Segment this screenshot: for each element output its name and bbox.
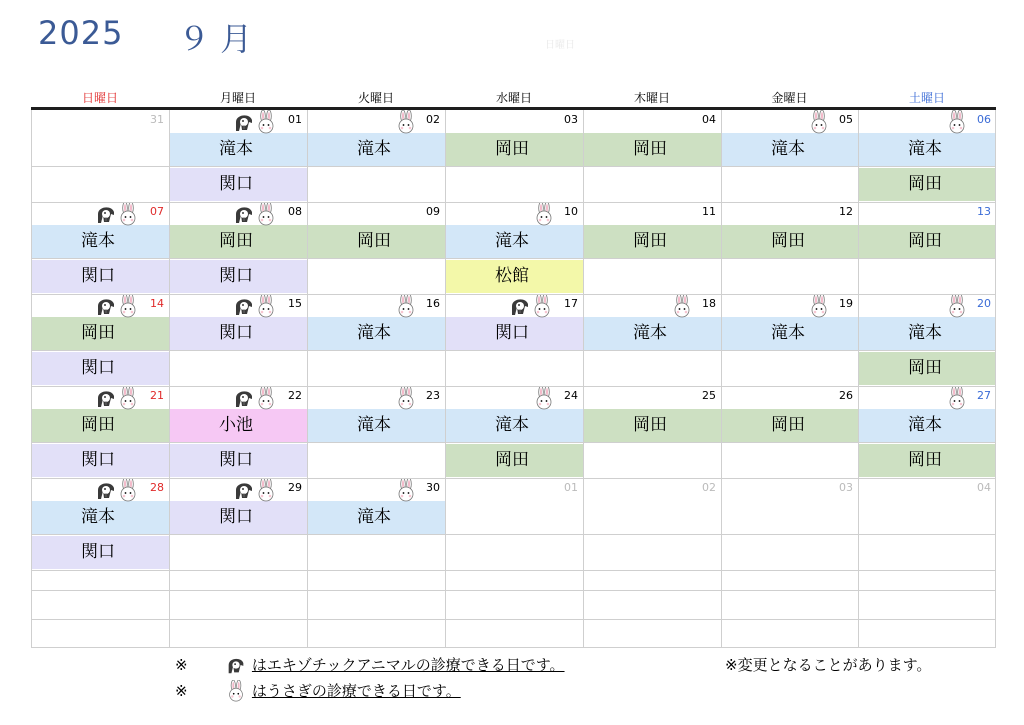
calendar-week <box>31 294 996 386</box>
rabbit-icon <box>531 294 553 318</box>
grid-horizontal <box>31 647 996 648</box>
day-number: 21 <box>150 389 164 402</box>
grid-horizontal <box>31 534 996 535</box>
grid-horizontal <box>31 386 996 387</box>
day-cell[interactable] <box>721 294 858 386</box>
doctor-schedule-entry: 滝本 <box>169 133 307 166</box>
day-number: 04 <box>702 113 716 126</box>
day-number: 24 <box>564 389 578 402</box>
grid-horizontal <box>31 258 996 259</box>
service-icons <box>946 386 968 410</box>
day-cell[interactable] <box>31 478 169 570</box>
weekday-label: 土曜日 <box>908 91 945 105</box>
grid-vertical <box>583 110 584 648</box>
day-number: 23 <box>426 389 440 402</box>
rabbit-icon <box>225 680 247 702</box>
doctor-schedule-entry: 滝本 <box>583 317 721 350</box>
rabbit-icon <box>117 386 139 410</box>
day-number: 03 <box>564 113 578 126</box>
weekday-label: 火曜日 <box>357 91 394 105</box>
grid-horizontal <box>31 478 996 479</box>
day-number: 02 <box>702 481 716 494</box>
service-icons <box>509 294 553 318</box>
day-number: 03 <box>839 481 853 494</box>
day-cell[interactable] <box>721 202 858 294</box>
day-cell[interactable] <box>583 386 721 478</box>
day-number: 10 <box>564 205 578 218</box>
day-number: 01 <box>564 481 578 494</box>
rabbit-icon <box>395 478 417 502</box>
doctor-schedule-entry: 滝本 <box>307 501 445 534</box>
day-cell[interactable] <box>307 202 445 294</box>
calendar-week <box>31 478 996 570</box>
grid-horizontal <box>31 619 996 620</box>
rabbit-icon <box>255 110 277 134</box>
day-number: 22 <box>288 389 302 402</box>
day-number: 07 <box>150 205 164 218</box>
day-cell[interactable] <box>169 478 307 570</box>
rabbit-icon <box>946 294 968 318</box>
doctor-schedule-entry: 岡田 <box>583 133 721 166</box>
doctor-schedule-entry: 岡田 <box>858 225 996 258</box>
day-cell[interactable] <box>721 478 858 570</box>
exotic-animal-icon <box>95 386 117 410</box>
day-cell[interactable] <box>31 386 169 478</box>
service-icons <box>233 478 277 502</box>
weekday-label: 月曜日 <box>219 91 256 105</box>
grid-vertical <box>31 110 32 648</box>
service-icons <box>946 110 968 134</box>
exotic-animal-icon <box>233 202 255 226</box>
rabbit-icon <box>671 294 693 318</box>
day-cell[interactable] <box>858 294 996 386</box>
grid-vertical <box>169 110 170 648</box>
weekday-label: 金曜日 <box>771 91 808 105</box>
day-cell[interactable] <box>858 110 996 202</box>
day-cell[interactable] <box>721 386 858 478</box>
exotic-animal-icon <box>225 654 247 676</box>
calendar-week <box>31 202 996 294</box>
doctor-schedule-entry: 岡田 <box>307 225 445 258</box>
doctor-schedule-entry: 関口 <box>445 317 583 350</box>
rabbit-icon <box>946 386 968 410</box>
doctor-schedule-entry: 岡田 <box>169 225 307 258</box>
service-icons <box>95 294 139 318</box>
note-mark: ※ <box>175 656 188 674</box>
doctor-schedule-entry: 岡田 <box>858 444 996 477</box>
note-change: ※変更となることがあります。 <box>725 656 932 674</box>
service-icons <box>808 294 830 318</box>
day-number: 05 <box>839 113 853 126</box>
grid-vertical <box>307 110 308 648</box>
doctor-schedule-entry: 松館 <box>445 260 583 293</box>
doctor-schedule-entry: 関口 <box>169 444 307 477</box>
doctor-schedule-entry: 関口 <box>31 260 169 293</box>
doctor-schedule-entry: 滝本 <box>307 409 445 442</box>
doctor-schedule-entry: 岡田 <box>721 225 858 258</box>
day-cell[interactable] <box>445 202 583 294</box>
doctor-schedule-entry: 岡田 <box>445 133 583 166</box>
day-number: 31 <box>150 113 164 126</box>
day-cell[interactable] <box>583 294 721 386</box>
service-icons <box>233 294 277 318</box>
rabbit-icon <box>255 294 277 318</box>
day-number: 14 <box>150 297 164 310</box>
rabbit-icon <box>117 478 139 502</box>
doctor-schedule-entry: 関口 <box>169 501 307 534</box>
exotic-animal-icon <box>233 294 255 318</box>
day-number: 16 <box>426 297 440 310</box>
exotic-animal-icon <box>233 478 255 502</box>
weekday-label: 水曜日 <box>495 91 532 105</box>
exotic-animal-icon <box>233 386 255 410</box>
weekday-label: 日曜日 <box>81 91 118 105</box>
exotic-animal-icon <box>233 110 255 134</box>
day-number: 20 <box>977 297 991 310</box>
day-cell[interactable] <box>169 294 307 386</box>
rabbit-icon <box>808 110 830 134</box>
exotic-animal-icon <box>95 202 117 226</box>
doctor-schedule-entry: 関口 <box>169 260 307 293</box>
service-icons <box>395 478 417 502</box>
grid-horizontal <box>31 294 996 295</box>
doctor-schedule-entry: 岡田 <box>721 409 858 442</box>
doctor-schedule-entry: 滝本 <box>858 409 996 442</box>
day-cell[interactable] <box>307 294 445 386</box>
weekday-label: 木曜日 <box>633 91 670 105</box>
day-number: 04 <box>977 481 991 494</box>
doctor-schedule-entry: 岡田 <box>858 352 996 385</box>
rabbit-icon <box>395 294 417 318</box>
day-cell[interactable] <box>307 478 445 570</box>
grid-horizontal <box>31 202 996 203</box>
day-cell[interactable] <box>721 110 858 202</box>
day-cell[interactable] <box>858 202 996 294</box>
day-number: 17 <box>564 297 578 310</box>
rabbit-icon <box>255 202 277 226</box>
day-number: 29 <box>288 481 302 494</box>
day-number: 06 <box>977 113 991 126</box>
day-cell[interactable] <box>583 478 721 570</box>
doctor-schedule-entry: 関口 <box>31 536 169 569</box>
doctor-schedule-entry: 滝本 <box>858 317 996 350</box>
grid-horizontal <box>31 442 996 443</box>
doctor-schedule-entry: 岡田 <box>583 225 721 258</box>
title-month: ９ 月 <box>178 20 253 58</box>
day-number: 28 <box>150 481 164 494</box>
note-rabbit-text: はうさぎの診療できる日です。 <box>251 682 461 700</box>
doctor-schedule-entry: 岡田 <box>31 409 169 442</box>
service-icons <box>233 110 277 134</box>
day-cell[interactable] <box>31 202 169 294</box>
day-number: 09 <box>426 205 440 218</box>
grid-horizontal <box>31 350 996 351</box>
doctor-schedule-entry: 滝本 <box>721 317 858 350</box>
rabbit-icon <box>533 386 555 410</box>
day-cell[interactable] <box>445 386 583 478</box>
calendar-week <box>31 110 996 202</box>
calendar-week <box>31 386 996 478</box>
day-number: 02 <box>426 113 440 126</box>
day-cell[interactable] <box>445 294 583 386</box>
doctor-schedule-entry: 小池 <box>169 409 307 442</box>
rabbit-icon <box>395 386 417 410</box>
day-cell[interactable] <box>169 110 307 202</box>
service-icons <box>808 110 830 134</box>
day-cell[interactable] <box>169 386 307 478</box>
day-number: 19 <box>839 297 853 310</box>
grid-vertical <box>721 110 722 648</box>
grid-horizontal <box>31 570 996 571</box>
rabbit-icon <box>946 110 968 134</box>
day-cell[interactable] <box>307 110 445 202</box>
rabbit-icon <box>117 202 139 226</box>
doctor-schedule-entry: 関口 <box>169 168 307 201</box>
doctor-schedule-entry: 滝本 <box>307 317 445 350</box>
day-cell[interactable] <box>858 386 996 478</box>
doctor-schedule-entry: 滝本 <box>858 133 996 166</box>
title-year: 2025 <box>38 14 124 52</box>
day-number: 18 <box>702 297 716 310</box>
day-number: 13 <box>977 205 991 218</box>
doctor-schedule-entry: 岡田 <box>31 317 169 350</box>
exotic-animal-icon <box>509 294 531 318</box>
doctor-schedule-entry: 滝本 <box>31 501 169 534</box>
grid-vertical <box>858 110 859 648</box>
service-icons <box>946 294 968 318</box>
service-icons <box>395 386 417 410</box>
rabbit-icon <box>395 110 417 134</box>
doctor-schedule-entry: 滝本 <box>445 409 583 442</box>
exotic-animal-icon <box>95 478 117 502</box>
day-cell[interactable] <box>169 202 307 294</box>
service-icons <box>671 294 693 318</box>
service-icons <box>395 294 417 318</box>
doctor-schedule-entry: 関口 <box>169 317 307 350</box>
service-icons <box>533 386 555 410</box>
service-icons <box>95 386 139 410</box>
day-cell[interactable] <box>445 478 583 570</box>
note-rabbit <box>175 680 461 702</box>
day-number: 25 <box>702 389 716 402</box>
day-cell[interactable] <box>583 202 721 294</box>
grid-horizontal <box>31 166 996 167</box>
day-number: 11 <box>702 205 716 218</box>
note-mark: ※ <box>175 682 188 700</box>
note-exotic-text: はエキゾチックアニマルの診療できる日です。 <box>251 656 565 674</box>
exotic-animal-icon <box>95 294 117 318</box>
day-number: 12 <box>839 205 853 218</box>
grid-horizontal <box>31 590 996 591</box>
calendar <box>31 90 996 648</box>
service-icons <box>395 110 417 134</box>
grid-vertical <box>445 110 446 648</box>
service-icons <box>95 202 139 226</box>
doctor-schedule-entry: 滝本 <box>307 133 445 166</box>
service-icons <box>533 202 555 226</box>
rabbit-icon <box>255 478 277 502</box>
day-number: 26 <box>839 389 853 402</box>
day-number: 15 <box>288 297 302 310</box>
service-icons <box>95 478 139 502</box>
day-number: 30 <box>426 481 440 494</box>
day-cell[interactable] <box>445 110 583 202</box>
rabbit-icon <box>533 202 555 226</box>
day-number: 01 <box>288 113 302 126</box>
day-cell[interactable] <box>858 478 996 570</box>
day-number: 08 <box>288 205 302 218</box>
rabbit-icon <box>808 294 830 318</box>
day-cell[interactable] <box>31 294 169 386</box>
note-exotic <box>175 654 565 676</box>
rabbit-icon <box>255 386 277 410</box>
faint-label: 日曜日 <box>545 40 575 51</box>
grid-vertical <box>995 110 996 648</box>
service-icons <box>233 202 277 226</box>
day-number: 27 <box>977 389 991 402</box>
doctor-schedule-entry: 岡田 <box>445 444 583 477</box>
doctor-schedule-entry: 滝本 <box>31 225 169 258</box>
day-cell[interactable] <box>583 110 721 202</box>
doctor-schedule-entry: 滝本 <box>445 225 583 258</box>
doctor-schedule-entry: 岡田 <box>583 409 721 442</box>
doctor-schedule-entry: 岡田 <box>858 168 996 201</box>
day-cell[interactable] <box>307 386 445 478</box>
day-cell[interactable] <box>31 110 169 202</box>
doctor-schedule-entry: 滝本 <box>721 133 858 166</box>
doctor-schedule-entry: 関口 <box>31 444 169 477</box>
doctor-schedule-entry: 関口 <box>31 352 169 385</box>
service-icons <box>233 386 277 410</box>
rabbit-icon <box>117 294 139 318</box>
